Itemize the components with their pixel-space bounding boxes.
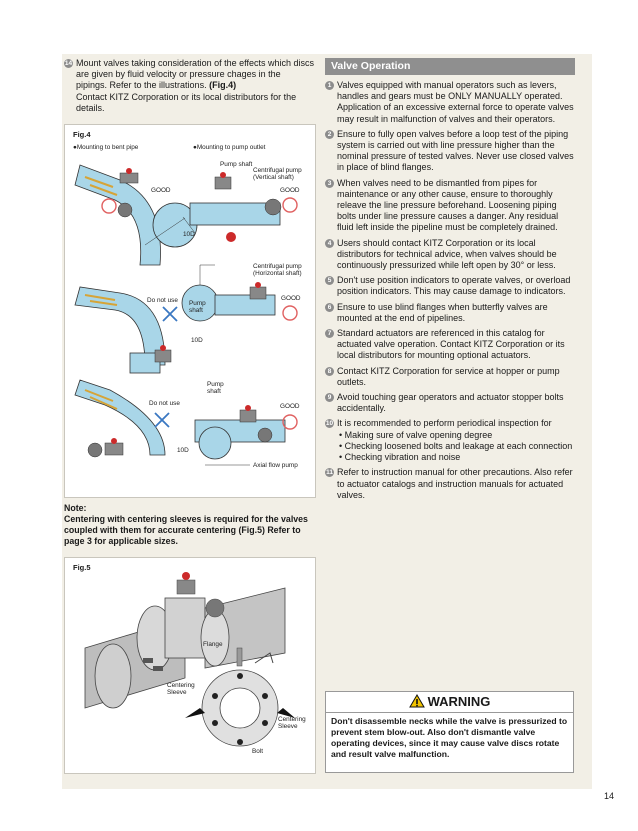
item-number-badge: 14 xyxy=(64,60,73,67)
fig5-centering-sleeve-label-1: Centering Sleeve xyxy=(167,682,195,696)
item-14-text-2: Contact KITZ Corporation or its local distributors for the details. xyxy=(76,91,297,113)
item-number-badge: 4 xyxy=(325,239,334,248)
item-number-badge: 7 xyxy=(325,329,334,338)
operation-item-text: Refer to instruction manual for other precautions. Also refer to actuator catalogs and instruction manuals for actuated valves. xyxy=(337,467,573,500)
item-number-badge: 9 xyxy=(325,393,334,402)
right-column xyxy=(325,58,575,505)
operation-item-text: Users should contact KITZ Corporation or its local distributors for technical advice, when valves should be continuously pressurized while left open by 30° or less. xyxy=(337,237,557,271)
instruction-item-14 xyxy=(64,58,314,114)
fig5-bolt-label: Bolt xyxy=(252,748,264,755)
fig4-bullet-bent-pipe: ●Mounting to bent pipe xyxy=(73,144,139,151)
fig4-pump-shaft-1: Pump shaft xyxy=(220,161,253,168)
note-heading: Note: xyxy=(64,503,87,513)
inspection-subitem: • Checking loosened bolts and leakage at each connection xyxy=(339,440,573,451)
left-column xyxy=(64,58,314,118)
operation-item-text: Ensure to fully open valves before a loop test of the piping system is carried out with line pressure higher than the nominal pressure of tested valves. Never use closed valves in place of blind flanges. xyxy=(337,128,574,173)
fig4-good-4: GOOD xyxy=(280,403,300,410)
operation-item-text: Contact KITZ Corporation for service at hopper or pump outlets. xyxy=(337,365,560,387)
fig5-flange-label: Flange xyxy=(203,641,223,648)
fig4-centrifugal-vertical: Centrifugal pump (Vertical shaft) xyxy=(253,167,302,181)
warning-title: WARNING xyxy=(427,694,491,709)
operation-item-9 xyxy=(325,392,575,414)
fig4-axial-flow-pump: Axial flow pump xyxy=(253,462,298,469)
fig4-good-2: GOOD xyxy=(280,187,300,194)
operation-item-6 xyxy=(325,302,575,324)
operation-item-text: Don't use position indicators to operate valves, or overload position indicators. This may cause damage to indicators. xyxy=(337,275,571,297)
item-number-badge: 6 xyxy=(325,303,334,312)
item-number-badge: 3 xyxy=(325,179,334,188)
fig4-10d-3: 10D xyxy=(177,447,189,454)
operation-item-3 xyxy=(325,178,575,234)
note-text: Centering with centering sleeves is required for the valves coupled with them for accurate centering (Fig.5) Refer to page 3 for applicable sizes. xyxy=(64,514,308,546)
operation-item-text: Valves equipped with manual operators such as levers, handles and gears must be ONLY MANUALLY operated. Application of an excessive external force to operate valves may result in malfunction of valves and their operators. xyxy=(337,80,574,124)
operation-item-10 xyxy=(325,418,575,429)
fig5-illustration xyxy=(65,558,315,773)
item-number-badge: 11 xyxy=(326,469,333,477)
inspection-subitem: • Making sure of valve opening degree xyxy=(339,429,493,440)
item-number-badge: 8 xyxy=(325,367,334,376)
fig4-title: Fig.4 xyxy=(73,130,91,139)
operation-item-8 xyxy=(325,366,575,388)
item-number-badge: 1 xyxy=(325,81,334,90)
valve-operation-heading: Valve Operation xyxy=(325,58,575,75)
warning-text: Don't disassemble necks while the valve is pressurized to prevent stem blow-out. Also don't dismantle valve operating devices, since it may cause valve discs rotate and result valve malfunction. xyxy=(331,716,568,759)
figure-4 xyxy=(64,124,316,498)
operation-item-text: Standard actuators are referenced in this catalog for actuated valve operation. Contact KITZ Corporation or its local distributors for mounting optional actuators. xyxy=(337,328,565,361)
warning-box xyxy=(325,691,574,773)
fig4-10d-2: 10D xyxy=(191,337,203,344)
operation-item-text: Ensure to use blind flanges when butterfly valves are mounted at the end of pipelines. xyxy=(337,301,548,323)
fig4-10d-1: 10D xyxy=(183,231,195,238)
item-number-badge: 5 xyxy=(325,276,334,285)
operation-item-text: When valves need to be dismantled from pipes for maintenance or any other cause, ensure to thoroughly releave the line pressure beforehand. Loosening piping bolts under line pressure causes a danger. Any residual fluid left inside the pipeline must be completely drained. xyxy=(337,177,559,233)
fig4-do-not-use-1: Do not use xyxy=(147,297,178,304)
item-14-text: Mount valves taking consideration of the effects which discs are given by fluid velocity or pressure chages in the pipings. Refer to the illustrations. xyxy=(76,58,314,91)
fig4-do-not-use-2: Do not use xyxy=(149,400,180,407)
fig4-pump-shaft-3: Pump shaft xyxy=(207,381,224,395)
fig4-reference: (Fig.4) xyxy=(209,80,237,91)
fig5-title: Fig.5 xyxy=(73,563,91,572)
centering-note xyxy=(64,503,314,547)
fig4-pump-shaft-2: Pump shaft xyxy=(189,300,206,314)
item-number-badge: 10 xyxy=(325,420,334,428)
inspection-subitem: • Checking vibration and noise xyxy=(339,452,461,463)
fig4-good-3: GOOD xyxy=(281,295,301,302)
fig4-centrifugal-horizontal: Centrifugal pump (Horizontal shaft) xyxy=(253,263,302,277)
warning-header xyxy=(326,692,573,713)
operation-item-text: Avoid touching gear operators and actuator stopper bolts accidentally. xyxy=(337,392,564,414)
operation-item-2 xyxy=(325,129,575,174)
figure-5 xyxy=(64,557,316,774)
operation-item-1 xyxy=(325,80,575,125)
fig5-centering-sleeve-label-2: Centering Sleeve xyxy=(278,716,306,730)
operation-item-text: It is recommended to perform periodical inspection for xyxy=(337,418,552,429)
operation-item-11 xyxy=(325,467,575,501)
operation-item-7 xyxy=(325,328,575,362)
operation-item-4 xyxy=(325,238,575,272)
page-number: 14 xyxy=(603,791,614,801)
fig4-good-1: GOOD xyxy=(151,187,171,194)
item-number-badge: 2 xyxy=(325,130,334,139)
fig4-bullet-pump-outlet: ●Mounting to pump outlet xyxy=(193,144,266,151)
operation-item-5 xyxy=(325,275,575,297)
warning-triangle-icon xyxy=(409,694,425,708)
